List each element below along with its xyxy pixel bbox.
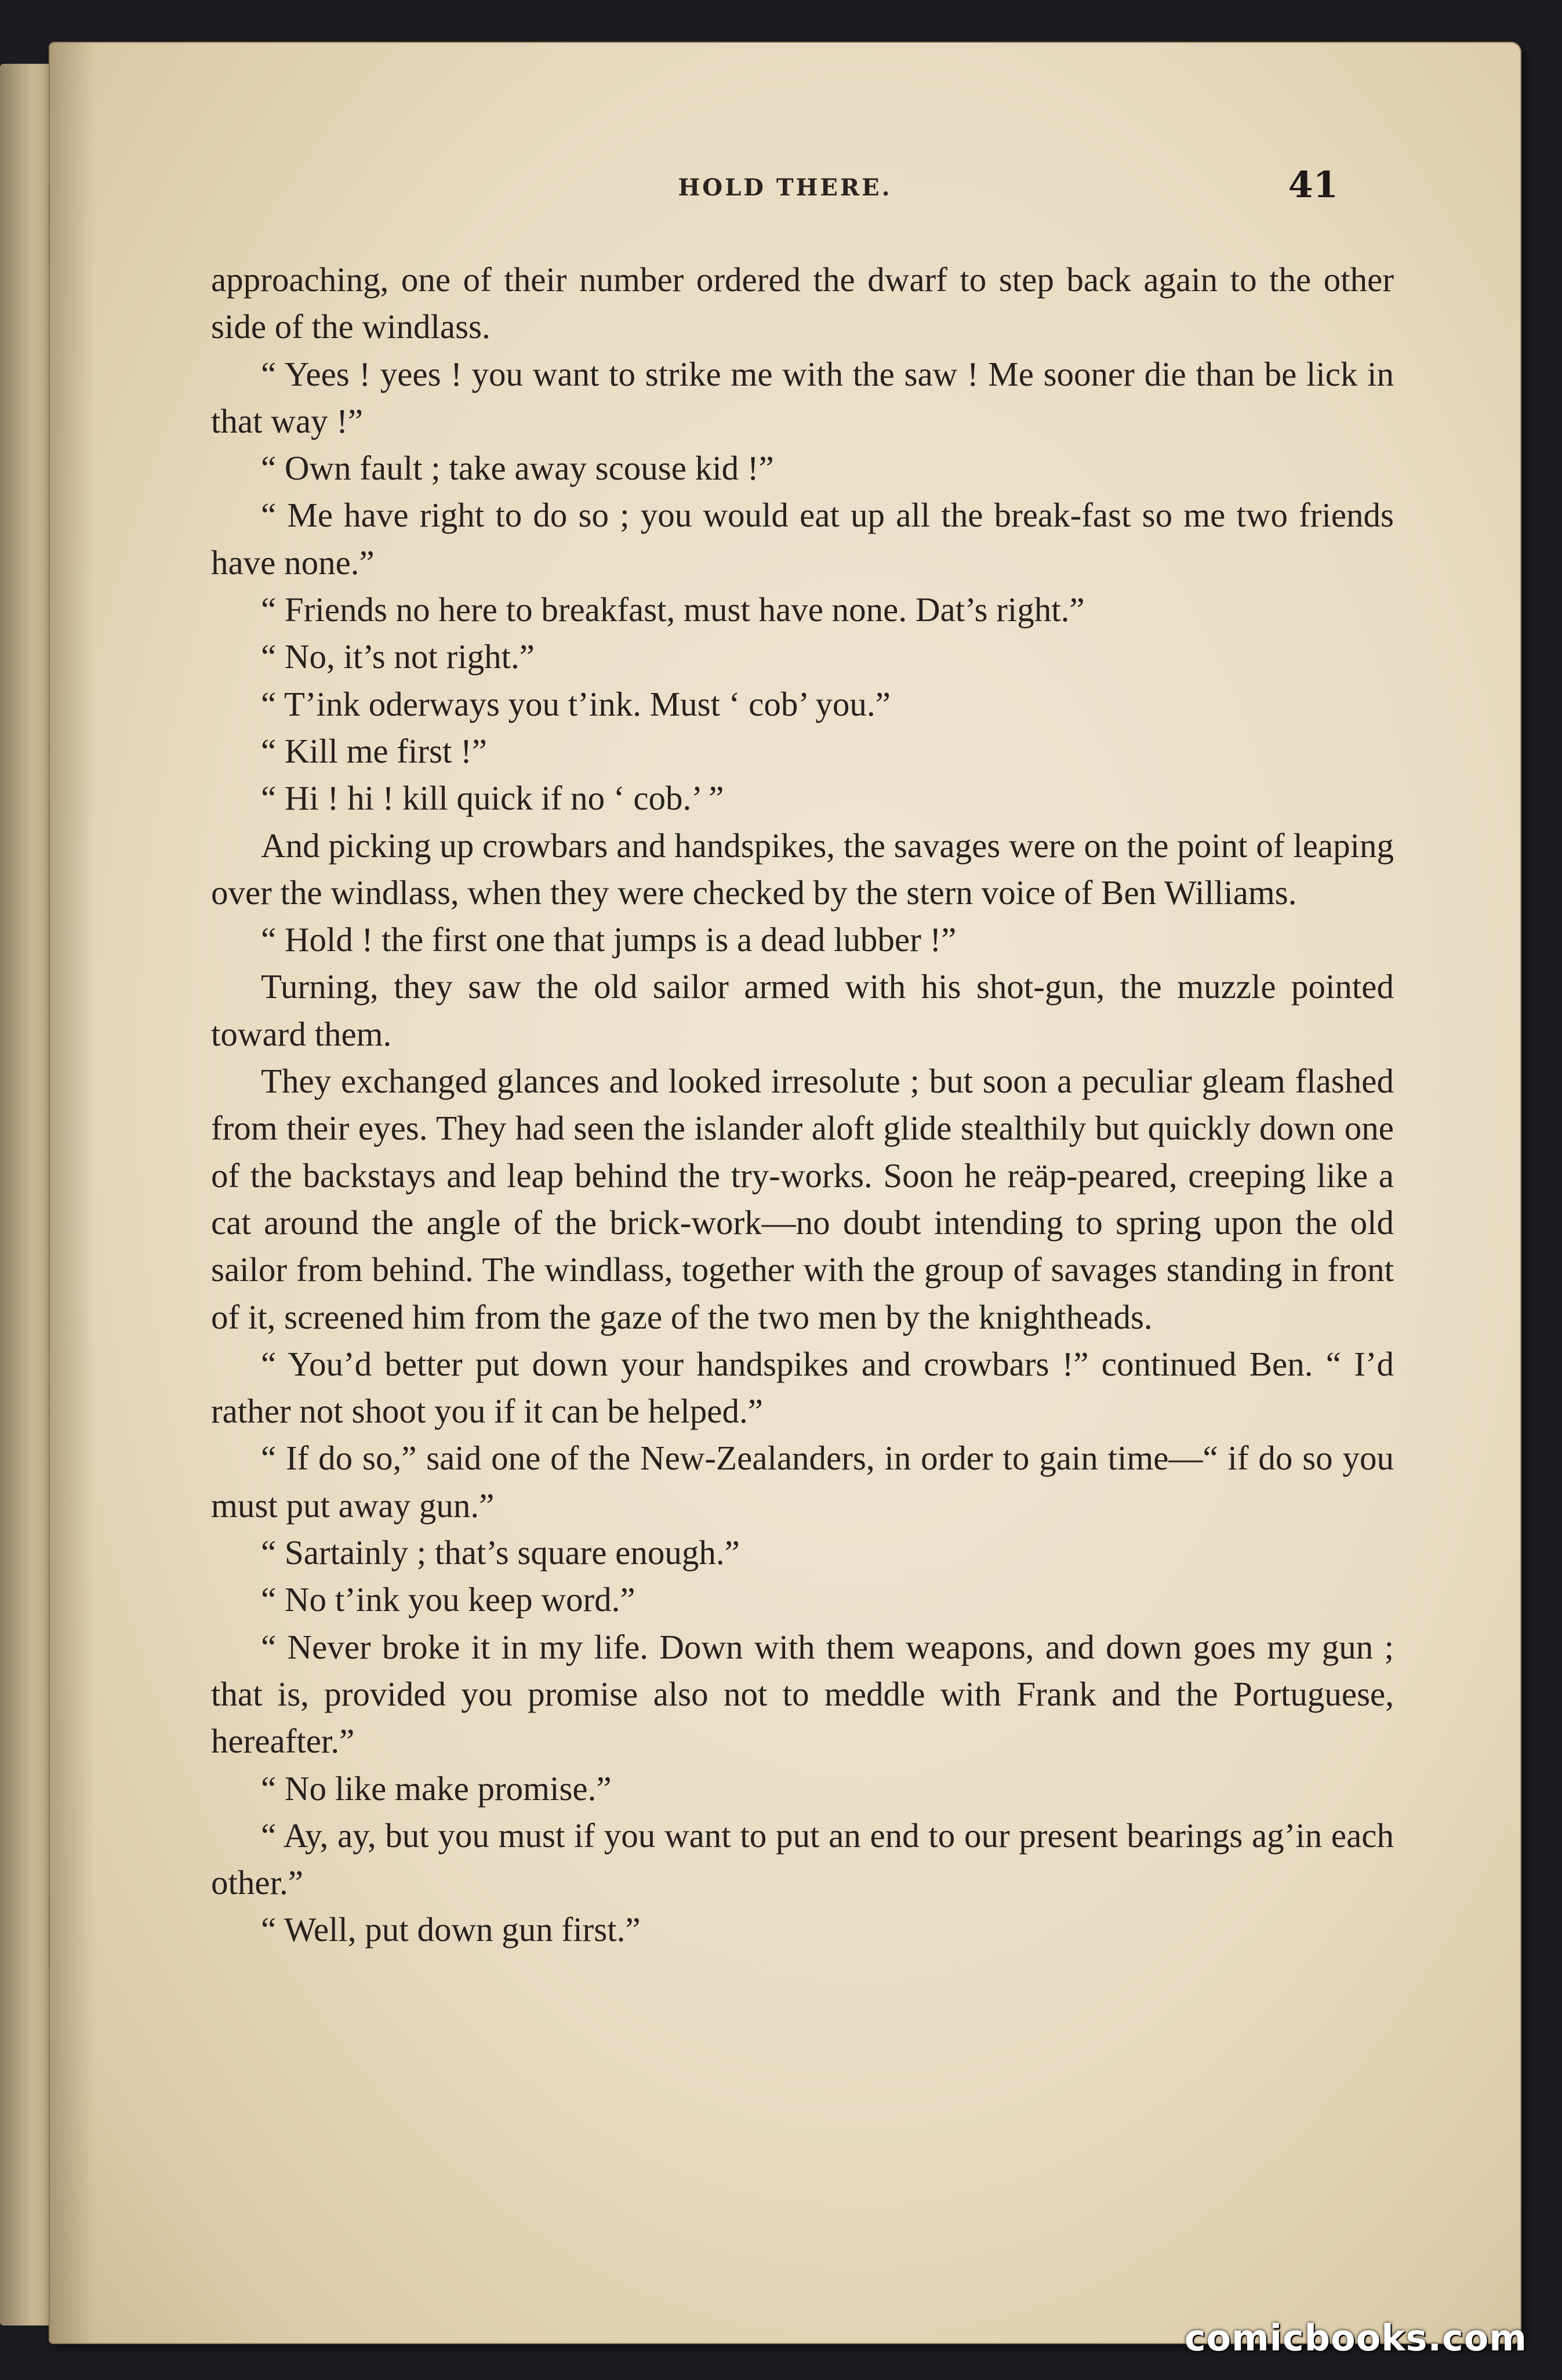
- paragraph: “ No, it’s not right.”: [261, 637, 535, 676]
- paragraph: “ T’ink oderways you t’ink. Must ‘ cob’ you.”: [261, 684, 891, 723]
- paragraph: approaching, one of their number ordered the dwarf to step back again to the other side of the windlass.: [211, 260, 1394, 346]
- paragraph: “ Hold ! the first one that jumps is a dead lubber !”: [261, 920, 957, 959]
- paragraph: “ Yees ! yees ! you want to strike me with the saw ! Me sooner die than be lick in that way !”: [211, 354, 1394, 440]
- site-watermark: comicbooks.com: [1184, 2317, 1527, 2359]
- paragraph: Turning, they saw the old sailor armed with his shot-gun, the muzzle pointed toward them.: [211, 967, 1394, 1053]
- paragraph: “ Own fault ; take away scouse kid !”: [261, 449, 774, 488]
- paragraph: “ Friends no here to breakfast, must have none. Dat’s right.”: [261, 590, 1085, 629]
- paragraph: “ Ay, ay, but you must if you want to put an end to our present bearings ag’in each other.”: [211, 1816, 1394, 1902]
- running-head: [49, 129, 1521, 206]
- body-text: [211, 256, 1394, 1954]
- paragraph: “ No t’ink you keep word.”: [261, 1580, 635, 1619]
- paragraph: “ Sartainly ; that’s square enough.”: [261, 1533, 740, 1572]
- paragraph: “ Well, put down gun first.”: [261, 1910, 641, 1949]
- running-title: HOLD THERE.: [678, 174, 892, 201]
- paragraph: And picking up crowbars and handspikes, the savages were on the point of leaping over the windlass, when they were checked by the stern voice of Ben Williams.: [211, 826, 1394, 912]
- paragraph: “ Hi ! hi ! kill quick if no ‘ cob.’ ”: [261, 779, 724, 818]
- paragraph: “ No like make promise.”: [261, 1769, 612, 1808]
- book-page: [49, 42, 1521, 2344]
- paragraph: “ Kill me first !”: [261, 731, 487, 770]
- paragraph: “ You’d better put down your handspikes and crowbars !” continued Ben. “ I’d rather not shoot you if it can be helped.”: [211, 1344, 1394, 1431]
- paragraph: They exchanged glances and looked irresolute ; but soon a peculiar gleam flashed from their eyes. They had seen the islander aloft glide stealthily but quickly down one of the backstays and leap behind the try-works. Soon he reäp-peared, creeping like a cat around the angle of the brick-work—no doubt intending to spring upon the old sailor from behind. The windlass, together with the group of savages standing in front of it, screened him from the gaze of the two men by the knightheads.: [211, 1062, 1394, 1336]
- paragraph: “ Me have right to do so ; you would eat up all the break-fast so me two friends have none.”: [211, 496, 1394, 582]
- paragraph: “ If do so,” said one of the New-Zealanders, in order to gain time—“ if do so you must put away gun.”: [211, 1439, 1394, 1525]
- gutter-shadow: [49, 42, 95, 2344]
- paragraph: “ Never broke it in my life. Down with them weapons, and down goes my gun ; that is, provided you promise also not to meddle with Frank and the Portuguese, hereafter.”: [211, 1627, 1394, 1761]
- page-number: 41: [1288, 164, 1338, 206]
